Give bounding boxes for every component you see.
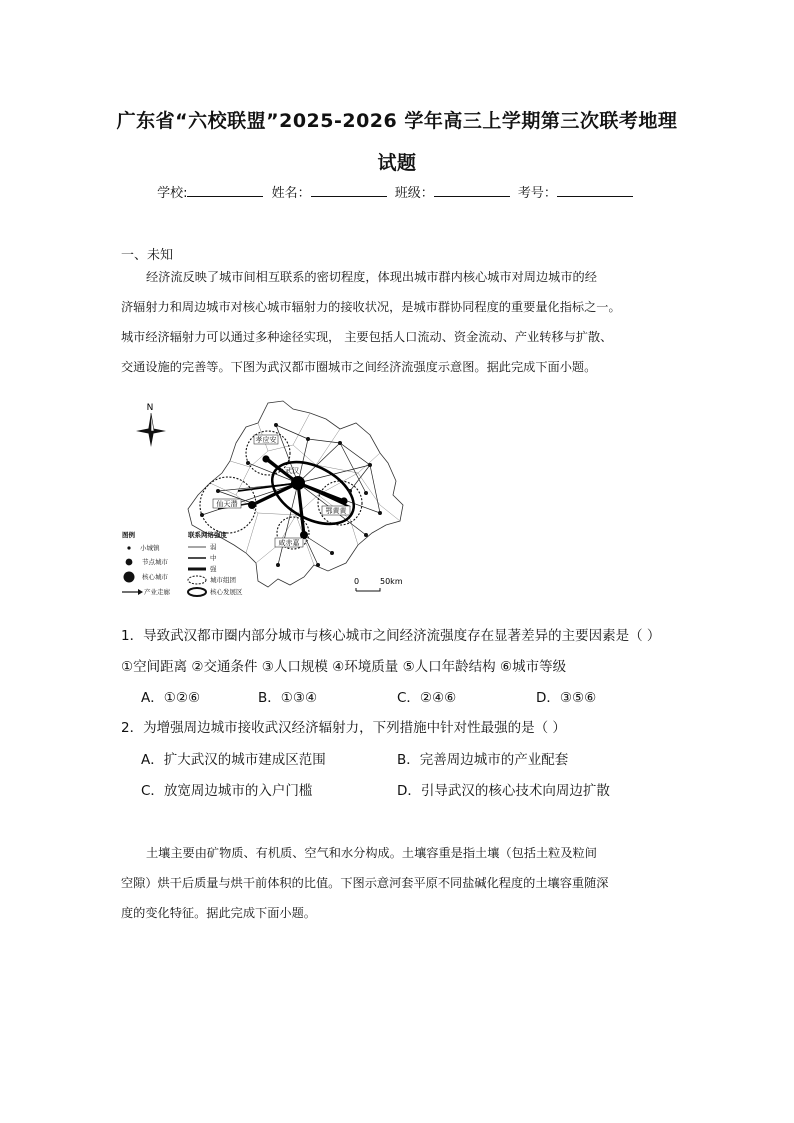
scale-zero: 0 <box>354 577 360 586</box>
legend-title: 图例 <box>122 531 135 539</box>
city-label-wuhan: 武汉 <box>285 467 299 475</box>
city-label-xiantianqian: 仙天潜 <box>216 500 238 508</box>
section-heading: 一、未知 <box>121 248 174 263</box>
legend-industry-corridor: 产业走廊 <box>144 588 170 596</box>
wuhan-metro-map <box>118 395 418 603</box>
q2-option-a[interactable]: A．扩大武汉的城市建成区范围 <box>141 752 326 768</box>
q1-option-a[interactable]: A．①②⑥ <box>141 690 201 706</box>
passage-2-line: 度的变化特征。据此完成下面小题。 <box>121 906 316 920</box>
legend-small-town: 小城镇 <box>140 544 160 552</box>
page-title: 广东省“六校联盟”2025-2026 学年高三上学期第三次联考地理 <box>116 110 678 132</box>
student-info-row <box>0 182 794 201</box>
q2-option-b[interactable]: B．完善周边城市的产业配套 <box>397 752 569 768</box>
passage-2 <box>121 838 681 928</box>
legend-weak: 弱 <box>210 543 217 551</box>
name-label: 姓名： <box>271 186 311 201</box>
question-2-stem: 2．为增强周边城市接收武汉经济辐射力，下列措施中针对性最强的是（ ） <box>121 720 566 736</box>
q1-option-c[interactable]: C．②④⑥ <box>397 690 457 706</box>
school-blank[interactable] <box>187 184 263 197</box>
q2-option-d[interactable]: D．引导武汉的核心技术向周边扩散 <box>397 783 610 799</box>
legend-network-title: 联系网络强度 <box>188 531 227 539</box>
core-city-wuhan <box>291 476 305 490</box>
north-label: N <box>146 403 154 413</box>
q2-option-c[interactable]: C．放宽周边城市的入户门槛 <box>141 783 313 799</box>
passage-2-line: 空隙）烘干后质量与烘干前体积的比值。下图示意河套平原不同盐碱化程度的土壤容重随深 <box>121 876 609 890</box>
q1-option-d[interactable]: D．③⑤⑥ <box>536 690 597 706</box>
question-1-stem: 1．导致武汉都市圈内部分城市与核心城市之间经济流强度存在显著差异的主要因素是（ ） <box>121 628 661 644</box>
legend-city-cluster: 城市组团 <box>210 576 236 584</box>
class-blank[interactable] <box>434 184 510 197</box>
passage-1-line: 经济流反映了城市间相互联系的密切程度，体现出城市群内核心城市对周边城市的经 <box>146 270 597 284</box>
city-label-ehuanghuang: 鄂黄黄 <box>325 507 347 515</box>
school-label: 学校: <box>157 186 188 201</box>
passage-1-line: 城市经济辐射力可以通过多种途径实现， 主要包括人口流动、资金流动、产业转移与扩散、 <box>121 330 613 344</box>
passage-1 <box>121 262 681 382</box>
passage-1-line: 济辐射力和周边城市对核心城市辐射力的接收状况，是城市群协同程度的重要量化指标之一。 <box>121 300 621 314</box>
legend-strong: 强 <box>210 565 217 573</box>
q1-option-b[interactable]: B．①③④ <box>258 690 318 706</box>
legend-core-area: 核心发展区 <box>210 588 243 596</box>
question-1-factors: ①空间距离 ②交通条件 ③人口规模 ④环境质量 ⑤人口年龄结构 ⑥城市等级 <box>121 659 567 675</box>
exam-number-label: 考号： <box>517 186 557 201</box>
scale-label: 50km <box>380 577 403 586</box>
exam-number-blank[interactable] <box>557 184 633 197</box>
class-label: 班级： <box>394 186 434 201</box>
legend-core-city: 核心城市 <box>142 573 168 581</box>
name-blank[interactable] <box>311 184 387 197</box>
page-title-line2: 试题 <box>377 152 417 174</box>
scale-bar <box>354 577 403 591</box>
city-label-xianchijia: 咸赤嘉 <box>278 539 300 547</box>
legend-node-city: 节点城市 <box>142 558 168 566</box>
city-label-xiaoyingan: 孝应安 <box>255 436 277 444</box>
legend-medium: 中 <box>210 554 217 562</box>
north-arrow-icon <box>136 403 166 447</box>
passage-2-line: 土壤主要由矿物质、有机质、空气和水分构成。土壤容重是指土壤（包括土粒及粒间 <box>146 846 597 860</box>
passage-1-line: 交通设施的完善等。下图为武汉都市圈城市之间经济流强度示意图。据此完成下面小题。 <box>121 360 597 374</box>
